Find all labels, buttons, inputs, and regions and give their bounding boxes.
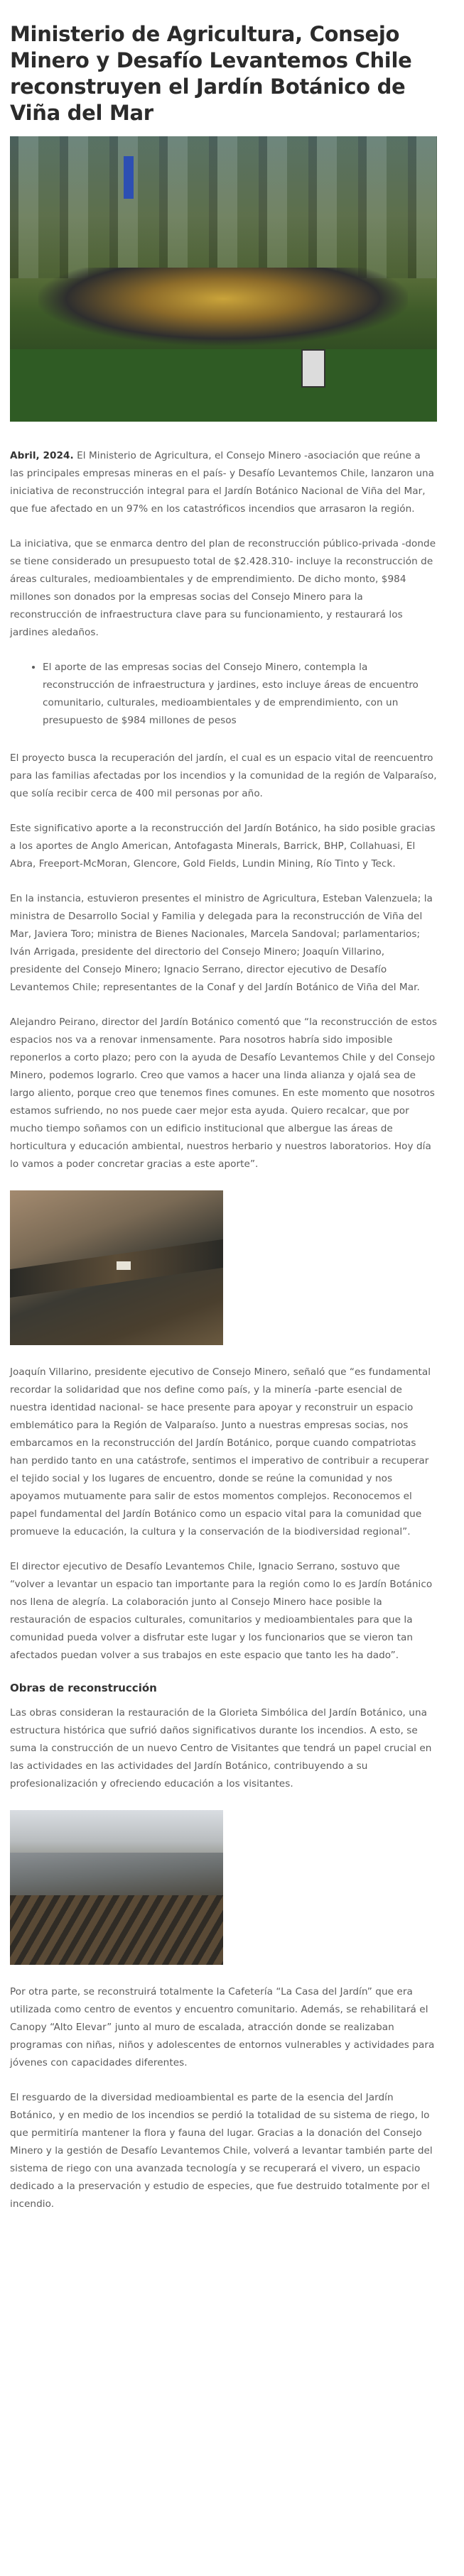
photo-house [117,1261,131,1270]
section-heading: Obras de reconstrucción [10,1682,157,1694]
paragraph-9: Las obras consideran la restauración de la Glorieta Simbólica del Jardín Botánico, una estructura histórica que sufrió daños significativos durante los incendios. A esto, se suma la construcción de un nuevo Centro de Visitantes que tendrá un papel crucial en las actividades en las actividades del Jardín Botánico, contribuyendo a su profesionalización y ofreciendo educación a los visitantes. [10,1707,432,1790]
burned-valley-photo [10,1190,223,1345]
photo-crowd [38,268,408,346]
paragraph-3: El proyecto busca la recuperación del jardín, el cual es un espacio vital de reencuentro para las familias afectadas por los incendios y la comunidad de la región de Valparaíso, que solía recibir cerca de 400 mil personas por año. [10,752,437,799]
lead-text: El Ministerio de Agricultura, el Consejo Minero -asociación que reúne a las principales empresas mineras en el país- y Desafío Levantemos Chile, lanzaron una iniciativa de reconstrucción integral para el Jardín Botánico Nacional de Viña del Mar, que fue afectado en un 97% en los catastróficos incendios que arrasaron la región. [10,450,435,515]
paragraph-10: Por otra parte, se reconstruirá totalmente la Cafetería “La Casa del Jardín” que era utilizada como centro de eventos y encuentro comunitario. Además, se rehabilitará el Canopy “Alto Elevar” junto al muro de escalada, atracción donde se realizaban programas con niñas, niños y adolescentes de entornos vulnerables y actividades para jóvenes con capacidades diferentes. [10,1986,435,2068]
paragraph-8: El director ejecutivo de Desafío Levantemos Chile, Ignacio Serrano, sostuvo que “volver a levantar un espacio tan importante para la región como lo es Jardín Botánico nos llena de alegría. La colaboración junto al Consejo Minero hace posible la restauración de espacios culturales, comunitarios y medioambientales para que la comunidad pueda volver a disfrutar este lugar y los funcionarios que se vieron tan afectados puedan volver a sus trabajos en este espacio que tanto les ha dado”. [10,1561,433,1661]
lead-paragraph [10,447,437,518]
bullet-list [10,659,437,730]
paragraph-7: Joaquín Villarino, presidente ejecutivo de Consejo Minero, señaló que “es fundamental recordar la solidaridad que nos define como país, y la minería -parte esencial de nuestra identidad nacional- se hace presente para apoyar y reconstruir un espacio emblemático para la Región de Valparaíso. Junto a nuestras empresas socias, nos embarcamos en la reconstrucción del Jardín Botánico, porque cuando compatriotas han perdido tanto en una catástrofe, sentimos el imperativo de contribuir a recuperar el tejido social y los lugares de encuentro, donde se reúne la comunidad y nos apoyamos mutuamente para salir de estos momentos complejos. Reconocemos el papel fundamental del Jardín Botánico como un espacio vital para la comunidad que promueve la educación, la cultura y la conservación de la biodiversidad regional”. [10,1366,431,1538]
paragraph-5: En la instancia, estuvieron presentes el ministro de Agricultura, Esteban Valenzuela; la ministra de Desarrollo Social y Familia y delegada para la reconstrucción de Viña del Mar, Javiera Toro; ministra de Bienes Nacionales, Marcela Sandoval; parlamentarios; Iván Arrigada, presidente del directorio del Consejo Minero; Joaquín Villarino, presidente del Consejo Minero; Ignacio Serrano, director ejecutivo de Desafío Levantemos Chile; representantes de la Conaf y del Jardín Botánico de Viña del Mar. [10,893,433,993]
burned-hills-photo [10,1810,223,1965]
photo-trees [10,136,437,278]
article [0,21,455,2213]
photo-burned-ground [10,1895,223,1965]
bullet-item: • El aporte de las empresas socias del Consejo Minero, contempla la reconstrucción de infraestructura y jardines, esto incluye áreas de encuentro comunitario, culturales, medioambientales y de emprendimiento, con un presupuesto de $984 millones de pesos [43,659,437,730]
paragraph-4: Este significativo aporte a la reconstrucción del Jardín Botánico, ha sido posible gracias a los aportes de Anglo American, Antofagasta Minerals, Barrick, BHP, Collahuasi, El Abra, Freeport-McMoran, Glencore, Gold Fields, Lundin Mining, Río Tinto y Teck. [10,823,436,870]
photo-hills [10,1853,223,1895]
photo-grass [10,349,437,422]
group-photo [10,136,437,422]
article-title: Ministerio de Agricultura, Consejo Minero y Desafío Levantemos Chile reconstruyen el Jardín Botánico de Viña del Mar [10,22,412,125]
paragraph-2: La iniciativa, que se enmarca dentro del plan de reconstrucción público-privada -donde se tiene considerado un presupuesto total de $2.428.310- incluye la reconstrucción de áreas culturales, medioambientales y de emprendimiento. De dicho monto, $984 millones son donados por la empresas socias del Consejo Minero para la reconstrucción de infraestructura clave para su funcionamiento, y restaurará los jardines aledaños. [10,538,436,638]
lead-date: Abril, 2024. [10,450,74,461]
paragraph-6: Alejandro Peirano, director del Jardín Botánico comentó que “la reconstrucción de estos espacios nos va a renovar inmensamente. Para nosotros habría sido imposible reponerlos a corto plazo; pero con la ayuda de Desafío Levantemos Chile y del Consejo Minero, podemos lograrlo. Creo que vamos a hacer una linda alianza y ojalá sea de largo aliento, porque creo que tenemos fines comunes. En este momento que nosotros estamos sufriendo, no nos puede caer mejor esta ayuda. Quiero recalcar, que por mucho tiempo soñamos con un edificio institucional que albergue las áreas de horticultura y educación ambiental, nuestros herbario y nuestros laboratorios. Hoy día lo vamos a poder concretar gracias a este aporte”. [10,1016,437,1170]
paragraph-11: El resguardo de la diversidad medioambiental es parte de la esencia del Jardín Botánico, y en medio de los incendios se perdió la totalidad de su sistema de riego, lo que permitiría mantener la flora y fauna del lugar. Gracias a la donación del Consejo Minero y la gestión de Desafío Levantemos Chile, volverá a levantar también parte del sistema de riego con una avanzada tecnología y se recuperará el vivero, un espacio dedicado a la preservación y estudio de especies, que fue destruido totalmente por el incendio. [10,2092,433,2210]
photo-phone [301,349,325,388]
photo-flag [124,156,134,199]
